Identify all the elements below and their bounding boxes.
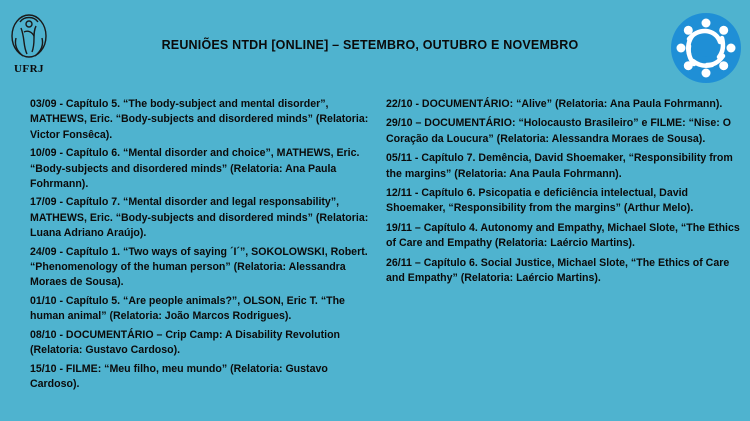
schedule-entry: 01/10 - Capítulo 5. “Are people animals?”, OLSON, Eric T. “The human animal” (Relatoria: João Marcos Rodrigues).: [30, 294, 345, 323]
schedule-entry: 24/09 - Capítulo 1. “Two ways of saying ´I´”, SOKOLOWSKI, Robert. “Phenomenology of the human person” (Relatoria: Alessandra Moraes de Sousa).: [30, 245, 368, 289]
schedule-entry: 08/10 - DOCUMENTÁRIO – Crip Camp: A Disability Revolution (Relatoria: Gustavo Cardoso).: [30, 328, 341, 357]
schedule-entry: 03/09 - Capítulo 5. “The body-subject and mental disorder”, MATHEWS, Eric. “Body-subjects and disordered minds” (Relatoria: Victor Fonsêca).: [30, 98, 369, 141]
schedule-entry: 17/09 - Capítulo 7. “Mental disorder and legal responsability”, MATHEWS, Eric. “Body-subjects and disordered minds” (Relatoria: Luana Adriano Araújo).: [30, 196, 369, 240]
right-schedule-column: [386, 97, 746, 290]
page-title: REUNIÕES NTDH [ONLINE] – SETEMBRO, OUTUBRO E NOVEMBRO: [161, 38, 579, 52]
schedule-entry: 12/11 - Capítulo 6. Psicopatia e deficiência intelectual, David Shoemaker, “Responsibility from the margins” (Arthur Melo).: [386, 187, 694, 215]
ufrj-caption: UFRJ: [13, 63, 45, 75]
schedule-entry: 10/09 - Capítulo 6. “Mental disorder and choice”, MATHEWS, Eric. “Body-subjects and disordered minds” (Relatoria: Ana Paula Fohrmann).: [30, 147, 360, 191]
schedule-entry: 22/10 - DOCUMENTÁRIO: “Alive” (Relatoria: Ana Paula Fohrmann).: [386, 98, 723, 110]
schedule-entry: 26/11 – Capítulo 6. Social Justice, Michael Slote, “The Ethics of Care and Empathy” (Relatoria: Laércio Martins).: [386, 256, 730, 285]
ufrj-crest-icon: [6, 10, 52, 62]
schedule-entry: 19/11 – Capítulo 4. Autonomy and Empathy, Michael Slote, “The Ethics of Care and Empathy (Relatoria: Laércio Martins).: [386, 221, 740, 250]
schedule-entry: 05/11 - Capítulo 7. Demência, David Shoemaker, “Responsibility from the margins” (Relatoria: Ana Paula Fohrmann).: [386, 152, 733, 180]
left-schedule-column: [30, 97, 375, 395]
schedule-entry: 29/10 – DOCUMENTÁRIO: “Holocausto Brasileiro” e FILME: “Nise: O Coração da Loucura” (Relatoria: Alessandra Moraes de Sousa).: [386, 117, 731, 145]
schedule-entry: 15/10 - FILME: “Meu filho, meu mundo” (Relatoria: Gustavo Cardoso).: [30, 362, 328, 390]
